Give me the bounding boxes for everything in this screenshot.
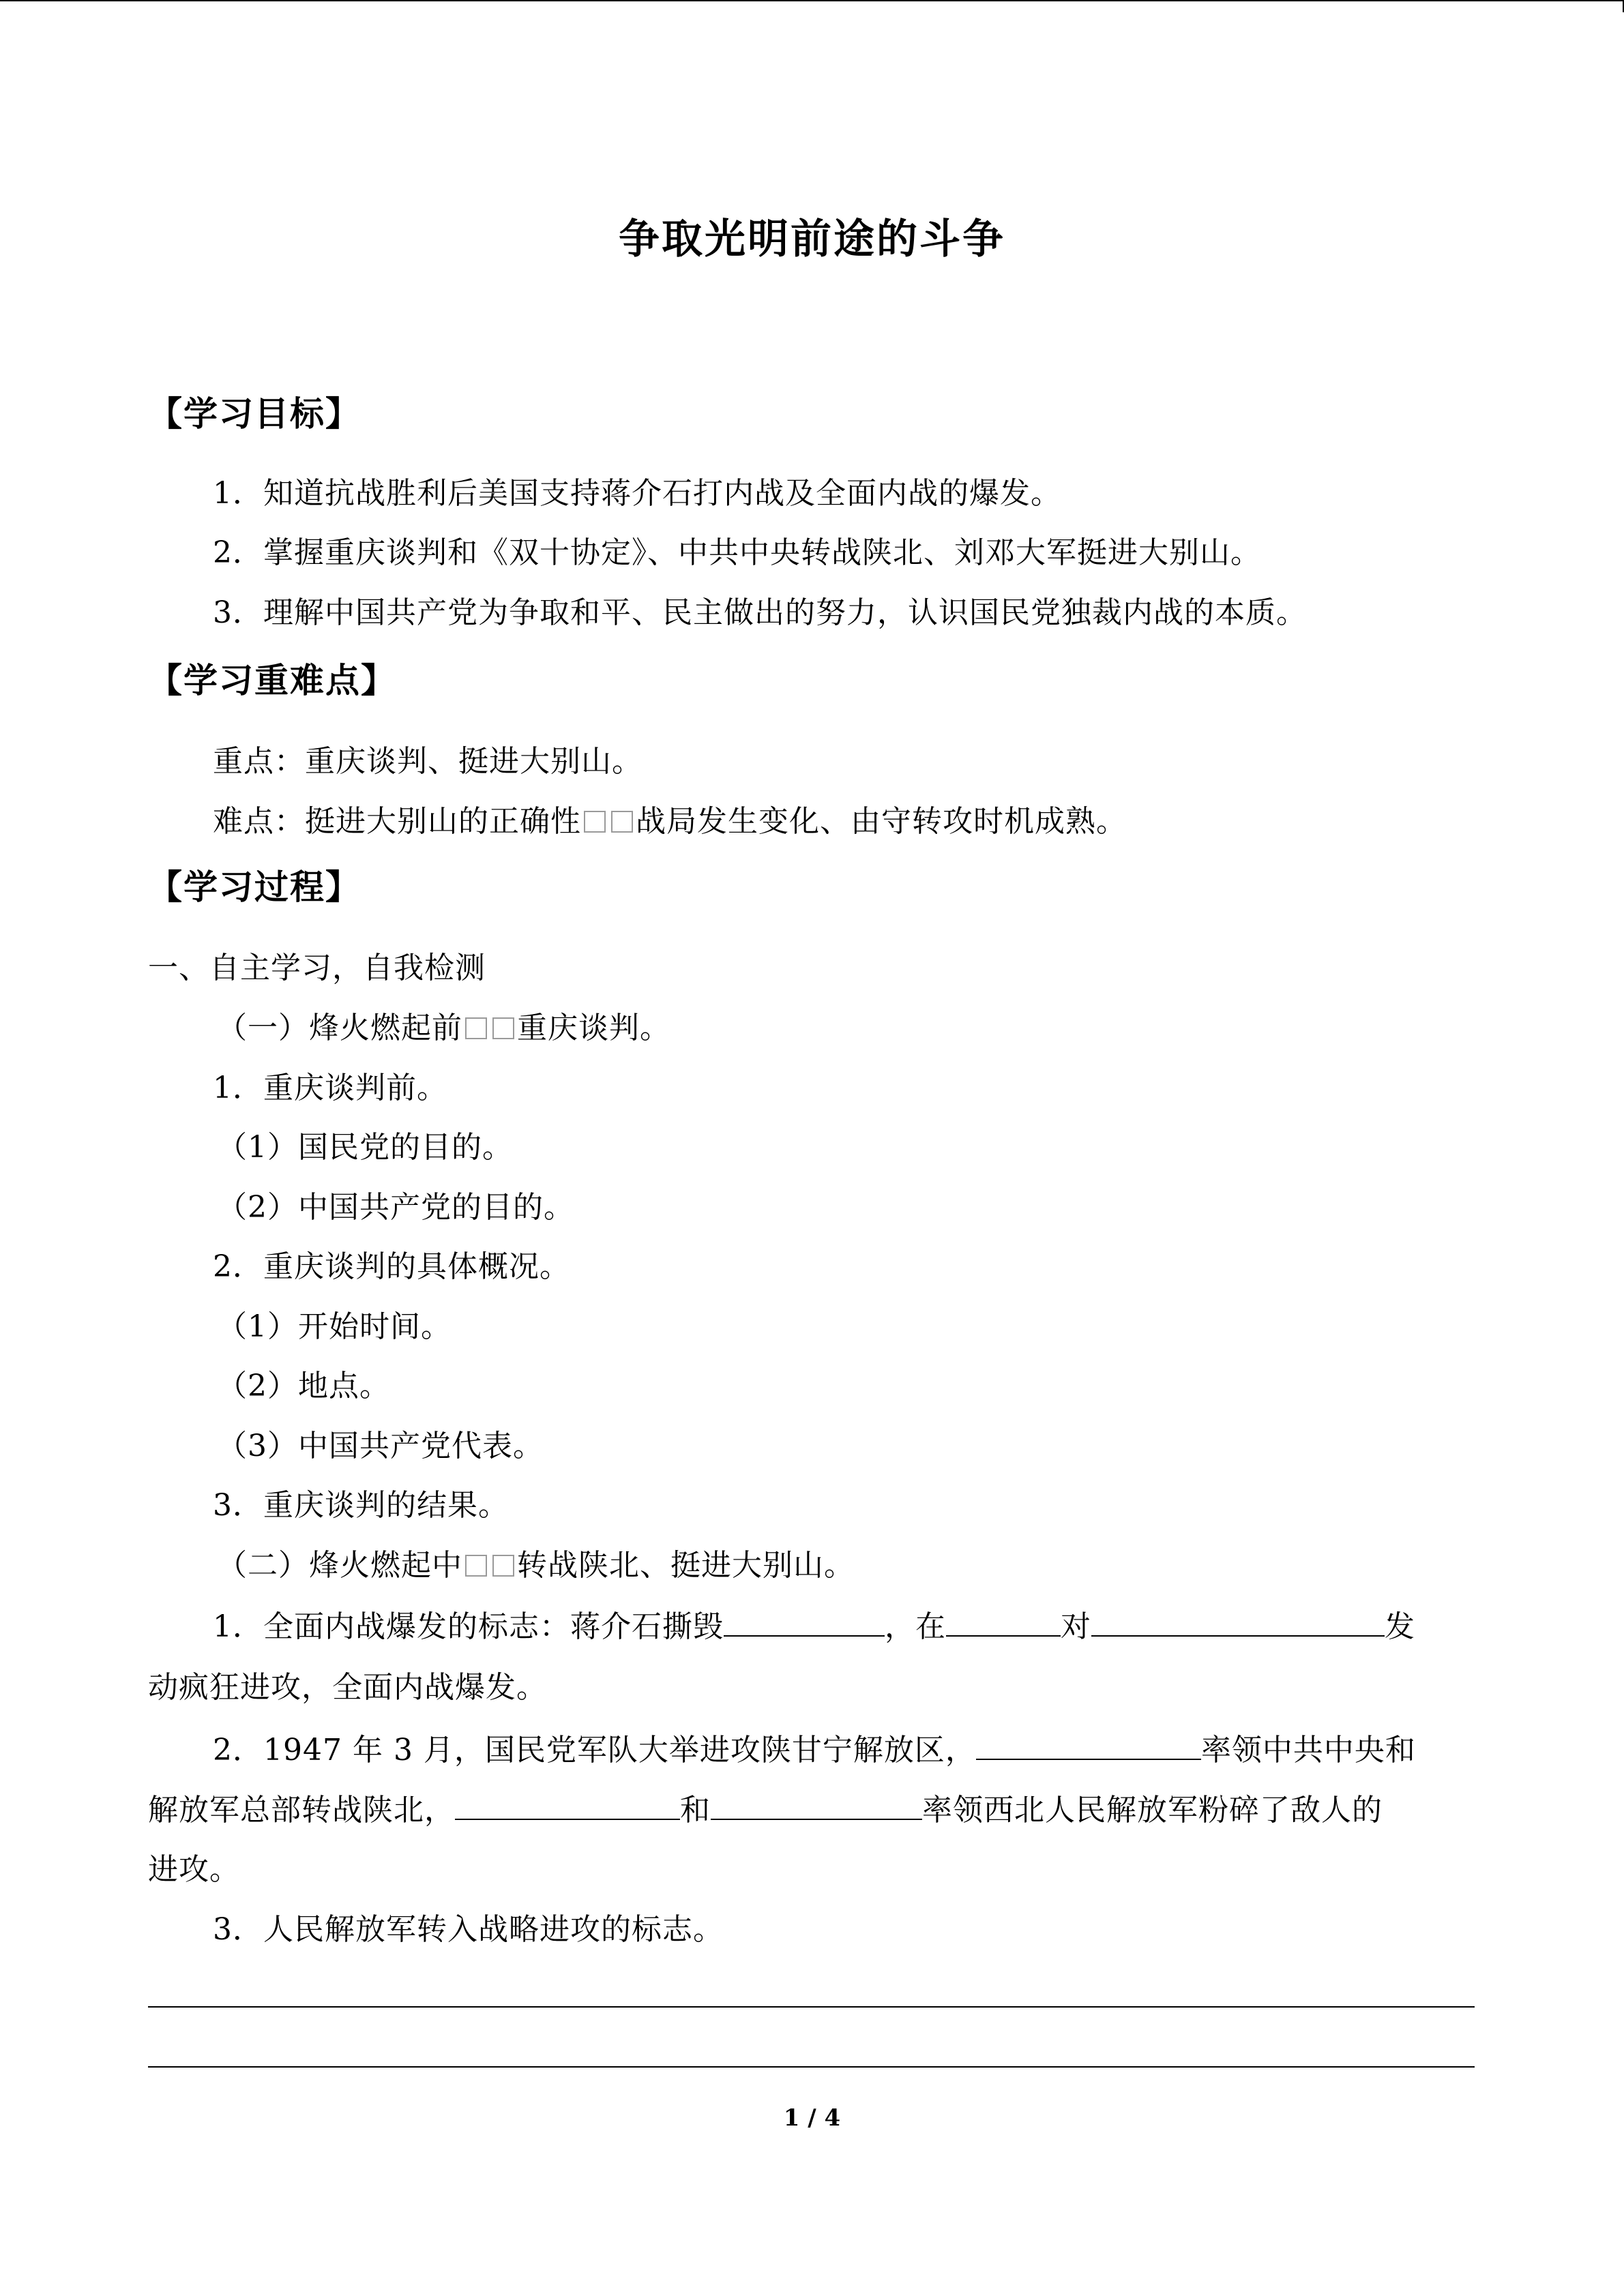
question-final: 3．人民解放军转入战略进攻的标志。 (213, 1912, 724, 1947)
answer-blank[interactable] (946, 1605, 1061, 1637)
part-one-title: 一、自主学习，自我检测 (148, 951, 486, 985)
question-1: 1．重庆谈判前。 (213, 1071, 447, 1105)
section-heading-key-points: 【学习重难点】 (148, 661, 396, 700)
fill1-text-c: 对 (1061, 1609, 1091, 1644)
subsection-two-after: 转战陕北、挺进大别山。 (517, 1548, 855, 1583)
fill-question-1-line-2: 动疯狂进攻，全面内战爆发。 (148, 1670, 547, 1705)
difficulty-text-after: 战局发生变化、由守转攻时机成熟。 (636, 804, 1127, 839)
question-2-1: （1）开始时间。 (217, 1309, 452, 1344)
top-border-rule (0, 0, 1624, 1)
fill-question-2-line-1 (213, 1729, 1416, 1771)
objective-item-1: 1．知道抗战胜利后美国支持蒋介石打内战及全面内战的爆发。 (213, 476, 1061, 511)
subsection-one-before: （一）烽火燃起前 (217, 1011, 462, 1045)
subsection-two (217, 1545, 855, 1586)
document-title: 争取光明前途的斗争 (619, 215, 1005, 263)
fill1-text-b: ，在 (885, 1609, 946, 1644)
question-3: 3．重庆谈判的结果。 (213, 1488, 509, 1523)
fill2-text-b: 率领中共中央和 (1200, 1733, 1416, 1768)
question-2: 2．重庆谈判的具体概况。 (213, 1249, 570, 1284)
placeholder-box-icon (492, 1555, 514, 1577)
section-heading-process: 【学习过程】 (148, 867, 361, 907)
answer-blank[interactable] (1091, 1605, 1385, 1637)
answer-blank[interactable] (724, 1605, 885, 1637)
section-heading-objectives: 【学习目标】 (148, 394, 361, 434)
answer-blank[interactable] (711, 1789, 922, 1820)
fill-question-2-line-2 (148, 1789, 1383, 1831)
placeholder-box-icon (465, 1017, 487, 1039)
difficulty-text-before: 难点：挺进大别山的正确性 (213, 804, 581, 839)
placeholder-box-icon (492, 1017, 514, 1039)
fill1-text-a: 1．全面内战爆发的标志：蒋介石撕毁 (213, 1609, 724, 1644)
subsection-one-after: 重庆谈判。 (517, 1011, 670, 1045)
question-2-3: （3）中国共产党代表。 (217, 1429, 544, 1463)
placeholder-box-icon (611, 811, 633, 833)
question-1-2: （2）中国共产党的目的。 (217, 1190, 574, 1225)
placeholder-box-icon (465, 1555, 487, 1577)
key-point-difficulty (213, 801, 1127, 842)
fill-question-2-line-3: 进攻。 (148, 1852, 240, 1887)
subsection-one (217, 1008, 670, 1049)
question-2-2: （2）地点。 (217, 1369, 390, 1403)
question-1-1: （1）国民党的目的。 (217, 1130, 513, 1165)
key-point-focus: 重点：重庆谈判、挺进大别山。 (213, 744, 643, 779)
answer-blank[interactable] (976, 1729, 1201, 1760)
fill2-text-a: 2．1947 年 3 月，国民党军队大举进攻陕甘宁解放区， (213, 1733, 976, 1768)
fill2-text-c: 解放军总部转战陕北， (148, 1793, 455, 1828)
footer-rule-lower (148, 2066, 1475, 2068)
footer-rule-upper (148, 2006, 1475, 2008)
subsection-two-before: （二）烽火燃起中 (217, 1548, 462, 1583)
fill1-text-d: 发 (1385, 1609, 1415, 1644)
page-number: 1 / 4 (783, 2104, 841, 2132)
objective-item-3: 3．理解中国共产党为争取和平、民主做出的努力，认识国民党独裁内战的本质。 (213, 595, 1307, 630)
placeholder-box-icon (584, 811, 606, 833)
fill2-text-e: 率领西北人民解放军粉碎了敌人的 (922, 1793, 1383, 1828)
fill-question-1-line-1 (213, 1605, 1415, 1648)
answer-blank[interactable] (455, 1789, 680, 1820)
objective-item-2: 2．掌握重庆谈判和《双十协定》、中共中央转战陕北、刘邓大军挺进大别山。 (213, 535, 1261, 570)
fill2-text-d: 和 (680, 1793, 711, 1828)
